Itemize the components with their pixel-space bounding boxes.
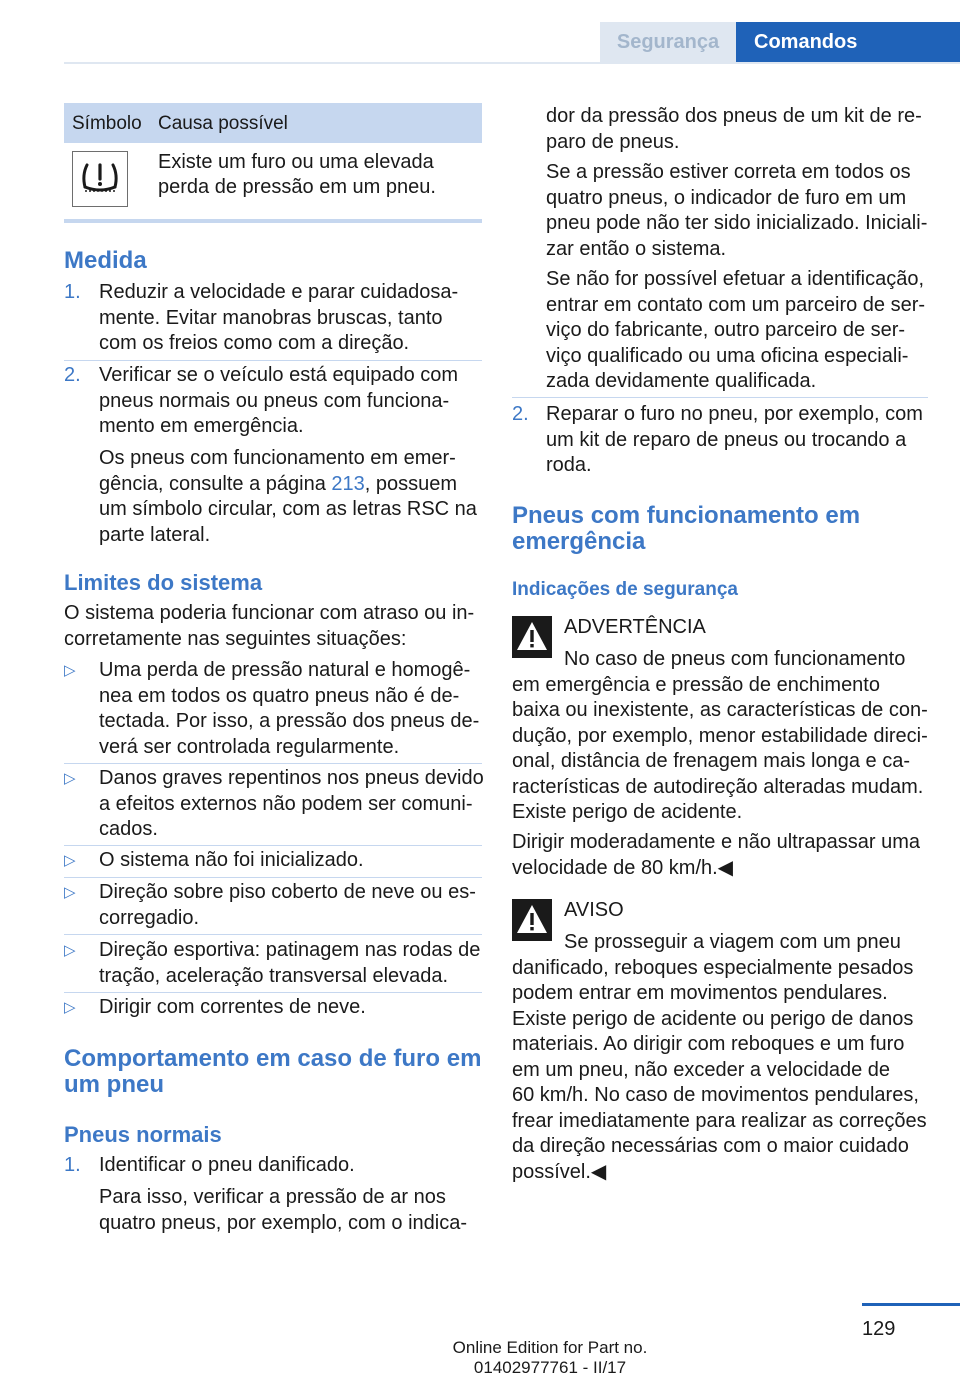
- list-item: Direção sobre piso coberto de neve ou es- corregadio.: [99, 881, 476, 929]
- tire-pressure-warning-icon: [72, 151, 128, 212]
- separator: [64, 360, 482, 361]
- list-item: Uma perda de pressão natural e homogê- nea em todos os quatro pneus não é de- tectada. Por isso, a pressão dos pneus de- verá ser controlada regularmente.: [99, 659, 480, 758]
- symbol-cause-text: Existe um furo ou uma elevada perda de pressão em um pneu.: [158, 151, 436, 198]
- list-item: Reduzir a velocidade e parar cuidadosa- mente. Evitar manobras bruscas, tanto com os freios como com a direção.: [99, 281, 459, 354]
- heading-pneus-normais: Pneus normais: [64, 1122, 222, 1147]
- bullet-icon: ▷: [64, 999, 76, 1016]
- paragraph: Se não for possível efetuar a identificação, entrar em contato com um parceiro de ser- viço do fabricante, outro parceiro de ser- viço qualificado ou uma oficina especiali- zada devidamente qualificada.: [546, 268, 926, 392]
- bullet-icon: ▷: [64, 942, 76, 959]
- header-section-tab[interactable]: Segurança: [600, 22, 736, 62]
- page-link[interactable]: 213: [331, 472, 365, 495]
- list-item: Danos graves repentinos nos pneus devido a efeitos externos não podem ser comuni- cados.: [99, 767, 484, 840]
- header-rule: [64, 62, 960, 64]
- separator: [64, 992, 482, 993]
- col-symbol-header: Símbolo: [72, 113, 142, 134]
- symbol-table-header: [64, 103, 482, 143]
- separator: [64, 877, 482, 878]
- warning-text-first: Se prosseguir a viagem com um pneu: [564, 931, 901, 953]
- page-number: 129: [862, 1318, 896, 1340]
- bullet-icon: ▷: [64, 770, 76, 787]
- table-bottom-rule: [64, 219, 482, 223]
- page-number-rule: [862, 1303, 960, 1306]
- warning-triangle-icon: [512, 616, 552, 663]
- heading-limites: Limites do sistema: [64, 570, 263, 595]
- warning-text-first: No caso de pneus com funcionamento: [564, 648, 906, 670]
- list-item: Direção esportiva: patinagem nas rodas de tração, aceleração transversal elevada.: [99, 939, 481, 987]
- list-number: 1.: [64, 281, 81, 303]
- paragraph: Se a pressão estiver correta em todos os quatro pneus, o indicador de furo em um pneu pode não ter sido inicializado. Iniciali- zar então o sistema.: [546, 161, 928, 260]
- list-item: Reparar o furo no pneu, por exemplo, com um kit de reparo de pneus ou trocando a roda.: [546, 403, 923, 476]
- edition-footer: Online Edition for Part no. 01402977761 - II/17: [452, 1338, 648, 1377]
- list-number: 2.: [512, 403, 529, 425]
- heading-comportamento: Comportamento em caso de furo em um pneu: [64, 1045, 482, 1098]
- warning-text: danificado, reboques especialmente pesados podem entrar em movimentos pendulares. Existe perigo de acidente ou perigo de danos materiais. Ao dirigir com reboques e um furo em um pneu, não exceder a velocidade de 60 km/h. No caso de movimentos pendulares, frear imediatamente para realizar as correções da direção necessárias com o maior cuidado possível.◀: [512, 956, 927, 1183]
- list-note: Os pneus com funcionamento em emer- gência, consulte a página 213, possuem um símbolo circular, com as letras RSC na parte lateral.: [99, 447, 477, 546]
- list-item: Identificar o pneu danificado.: [99, 1154, 355, 1176]
- list-number: 1.: [64, 1154, 81, 1176]
- list-note: Para isso, verificar a pressão de ar nos quatro pneus, por exemplo, com o indica-: [99, 1186, 467, 1234]
- separator: [512, 397, 928, 398]
- list-item: Verificar se o veículo está equipado com pneus normais ou pneus com funciona- mento em emergência.: [99, 364, 459, 437]
- warning-text: em emergência e pressão de enchimento baixa ou inexistente, as características de con- dução, por exemplo, menor estabilidade direci- onal, distância de frenagem mais longa e ca- racterísticas de autodireção alteradas mudam. Existe perigo de acidente.: [512, 673, 928, 823]
- separator: [64, 845, 482, 846]
- heading-medida: Medida: [64, 247, 147, 274]
- list-number: 2.: [64, 364, 81, 386]
- col-cause-header: Causa possível: [158, 113, 288, 134]
- warning-label: ADVERTÊNCIA: [564, 616, 706, 638]
- separator: [64, 934, 482, 935]
- bullet-icon: ▷: [64, 884, 76, 901]
- warning-label: AVISO: [564, 899, 624, 921]
- bullet-icon: ▷: [64, 852, 76, 869]
- heading-pneus-rsc: Pneus com funcionamento em emergência: [512, 502, 861, 555]
- list-item: Dirigir com correntes de neve.: [99, 996, 366, 1018]
- separator: [64, 763, 482, 764]
- continued-text: dor da pressão dos pneus de um kit de re- paro de pneus.: [546, 105, 922, 153]
- list-item: O sistema não foi inicializado.: [99, 849, 364, 871]
- symbol-table: [64, 103, 482, 198]
- header-chapter-tab[interactable]: Comandos: [736, 22, 960, 62]
- warning-extra: Dirigir moderadamente e não ultrapassar uma velocidade de 80 km/h.◀: [512, 831, 920, 879]
- bullet-icon: ▷: [64, 662, 76, 679]
- limites-intro: O sistema poderia funcionar com atraso ou in- corretamente nas seguintes situações:: [64, 602, 475, 650]
- warning-triangle-icon: [512, 899, 552, 946]
- heading-safety: Indicações de segurança: [512, 579, 738, 600]
